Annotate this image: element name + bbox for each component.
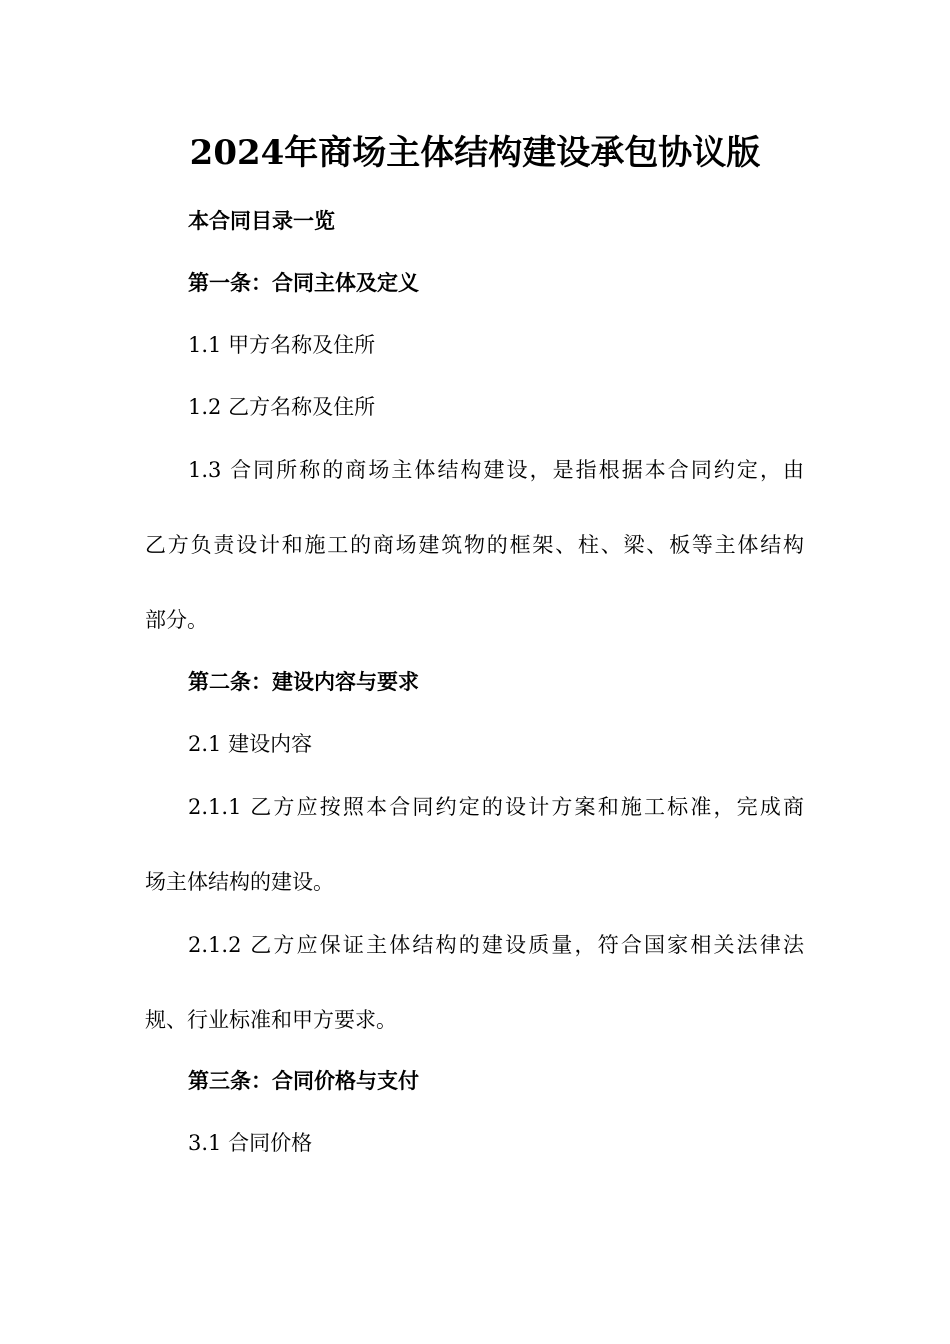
clause-1-3-line-1: 1.3 合同所称的商场主体结构建设，是指根据本合同约定，由 [188, 458, 804, 482]
clause-2-1-2-line-1: 2.1.2 乙方应保证主体结构的建设质量，符合国家相关法律法 [188, 933, 804, 957]
clause-3-1: 3.1 合同价格 [188, 1131, 313, 1155]
article-1-heading: 第一条：合同主体及定义 [188, 270, 419, 295]
article-2-heading: 第二条：建设内容与要求 [188, 669, 419, 694]
clause-2-1-1-line-2: 场主体结构的建设。 [145, 870, 334, 894]
document-title: 2024年商场主体结构建设承包协议版 [189, 133, 761, 173]
clause-2-1: 2.1 建设内容 [188, 732, 313, 756]
article-3-heading: 第三条：合同价格与支付 [188, 1068, 419, 1093]
clause-1-2: 1.2 乙方名称及住所 [188, 395, 376, 419]
toc-heading: 本合同目录一览 [188, 208, 335, 233]
clause-1-3-line-3: 部分。 [145, 608, 208, 632]
clause-2-1-1-line-1: 2.1.1 乙方应按照本合同约定的设计方案和施工标准，完成商 [188, 795, 804, 819]
clause-2-1-2-line-2: 规、行业标准和甲方要求。 [145, 1008, 397, 1032]
clause-1-3-line-2: 乙方负责设计和施工的商场建筑物的框架、柱、梁、板等主体结构 [145, 533, 804, 557]
clause-1-1: 1.1 甲方名称及住所 [188, 333, 376, 357]
